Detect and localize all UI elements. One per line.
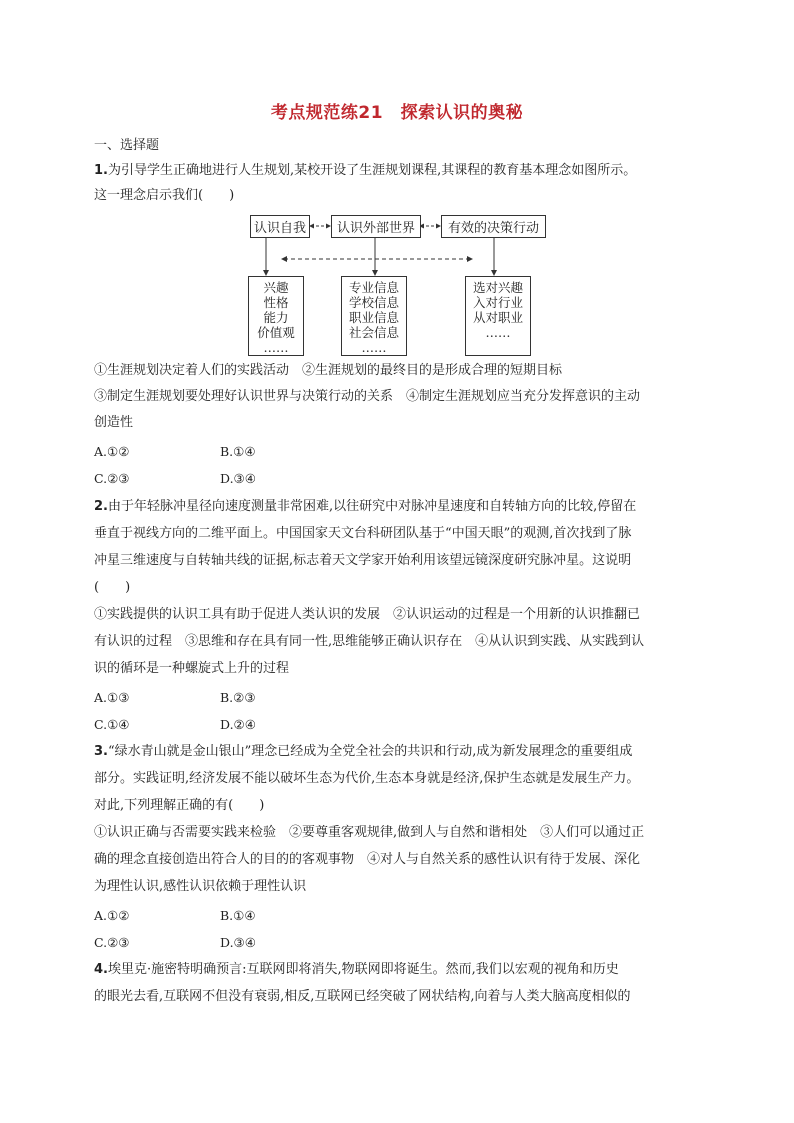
q4-stem-line2: 的眼光去看,互联网不但没有衰弱,相反,互联网已经突破了网状结构,向着与人类大脑高度相似的 [94,989,631,1004]
box-decision-action: 有效的决策行动 [441,215,546,238]
q3-statement-line2: 确的理念直接创造出符合人的目的的客观事物 ④对人与自然关系的感性认识有待于发展、深化 [94,852,641,867]
page-title: 考点规范练21 探索认识的奥秘 [270,103,524,123]
long-arrowhead-left [281,256,287,262]
q2-stem-text: 由于年轻脉冲星径向速度测量非常困难,以往研究中对脉冲星速度和自转轴方向的比较,停留在 [107,499,637,514]
detail-item: …… [485,325,511,340]
q2-statement-line1: ①实践提供的认识工具有助于促进人类认识的发展 ②认识运动的过程是一个用新的认识推翻已 [94,607,641,622]
q1-statement-line3: 创造性 [94,415,134,430]
q3-statement-line3: 为理性认识,感性认识依赖于理性认识 [94,879,307,894]
q1-number: 1. [94,163,108,178]
q3-option-d[interactable]: D.③④ [220,935,256,950]
box-self-details [248,276,304,356]
q3-stem-line1 [94,742,704,762]
q2-statement-line3: 识的循环是一种螺旋式上升的过程 [94,661,290,676]
q3-number: 3. [94,744,108,759]
detail-item: 能力 [263,310,289,325]
q3-statement-line1: ①认识正确与否需要实践来检验 ②要尊重客观规律,做到人与自然和谐相处 ③人们可以通过正 [94,825,645,840]
q2-option-b[interactable]: B.②③ [220,690,256,705]
q4-stem-line1 [94,960,704,980]
box-action-details [465,276,531,356]
detail-item: 价值观 [257,325,295,340]
q3-option-a[interactable]: A.①② [94,908,130,923]
q1-option-c[interactable]: C.②③ [94,471,130,486]
q3-option-b[interactable]: B.①④ [220,908,256,923]
detail-item: 社会信息 [348,325,399,340]
q2-option-c[interactable]: C.①④ [94,717,130,732]
section-heading: 一、选择题 [94,138,160,153]
q3-stem-text: “绿水青山就是金山银山”理念已经成为全党全社会的共识和行动,成为新发展理念的重要组成 [107,744,633,759]
detail-item: 入对行业 [472,295,523,310]
q3-stem-line2: 部分。实践证明,经济发展不能以破坏生态为代价,生态本身就是经济,保护生态就是发展生产力。 [94,771,640,786]
detail-item: …… [361,340,387,355]
q2-stem-line4: ( ) [94,580,131,595]
long-arrowhead-right [467,256,473,262]
detail-item: 专业信息 [348,280,399,295]
q4-stem-text: 埃里克·施密特明确预言:互联网即将消失,物联网即将诞生。然而,我们以宏观的视角和历史 [107,962,619,977]
box-world-details [341,276,407,356]
q2-number: 2. [94,499,108,514]
q4-number: 4. [94,962,108,977]
box-know-self: 认识自我 [250,215,310,238]
detail-item: 性格 [263,295,289,310]
q2-statement-line2: 有认识的过程 ③思维和存在具有同一性,思维能够正确认识存在 ④从认识到实践、从实践到认 [94,634,645,649]
q3-option-c[interactable]: C.②③ [94,935,130,950]
q1-stem-line2: 这一理念启示我们( ) [94,188,235,203]
detail-item: 从对职业 [472,310,523,325]
detail-item: 兴趣 [263,280,289,295]
q1-statement-line1: ①生涯规划决定着人们的实践活动 ②生涯规划的最终目的是形成合理的短期目标 [94,363,563,378]
detail-item: …… [263,340,289,355]
q2-stem-line2: 垂直于视线方向的二维平面上。中国国家天文台科研团队基于“中国天眼”的观测,首次找到了脉 [94,526,632,541]
detail-item: 选对兴趣 [472,280,523,295]
q2-stem-line3: 冲星三维速度与自转轴共线的证据,标志着天文学家开始利用该望远镜深度研究脉冲星。这说明 [94,553,632,568]
q3-stem-line3: 对此,下列理解正确的有( ) [94,798,265,813]
detail-item: 学校信息 [348,295,399,310]
detail-item: 职业信息 [348,310,399,325]
q1-option-d[interactable]: D.③④ [220,471,256,486]
q1-stem-text: 为引导学生正确地进行人生规划,某校开设了生涯规划课程,其课程的教育基本理念如图所示。 [107,163,637,178]
box-know-world: 认识外部世界 [331,215,421,238]
q2-option-d[interactable]: D.②④ [220,717,256,732]
q1-option-b[interactable]: B.①④ [220,444,256,459]
q2-stem-line1 [94,497,704,517]
q1-option-a[interactable]: A.①② [94,444,130,459]
q1-statement-line2: ③制定生涯规划要处理好认识世界与决策行动的关系 ④制定生涯规划应当充分发挥意识的主动 [94,389,641,404]
q2-option-a[interactable]: A.①③ [94,690,130,705]
